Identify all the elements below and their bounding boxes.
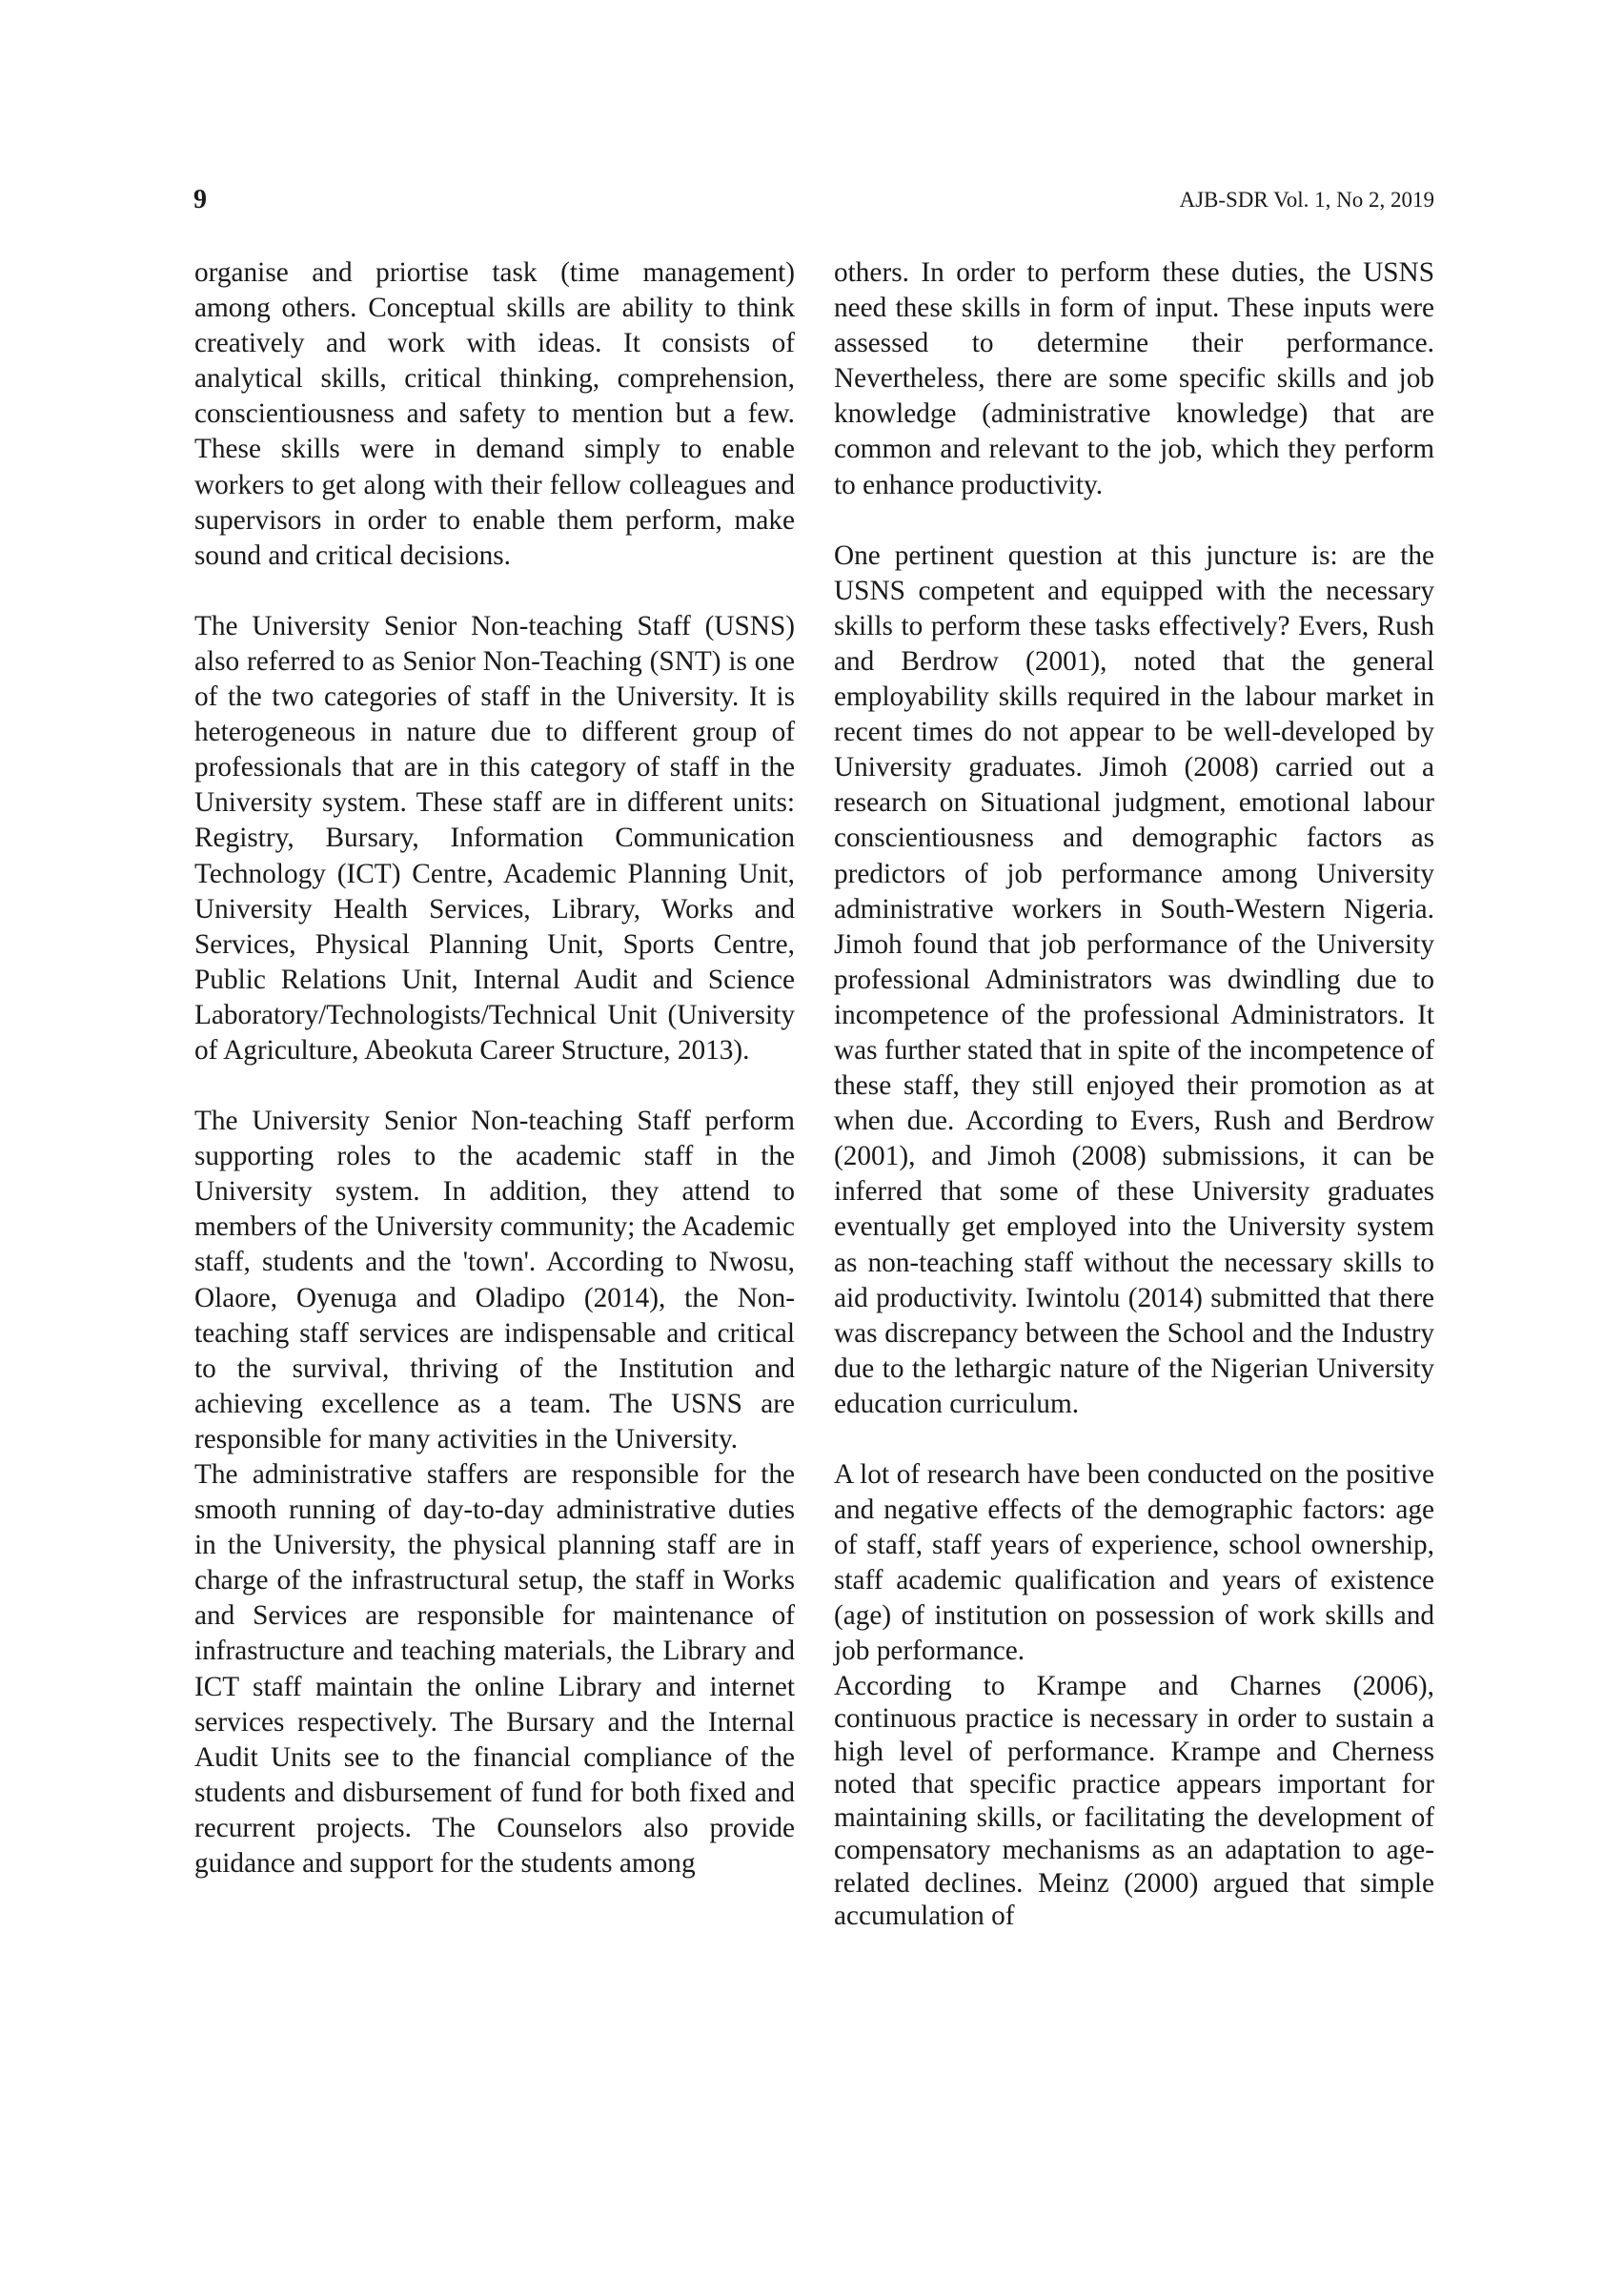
left-paragraph-2: The University Senior Non-teaching Staff (USNS) also referred to as Senior Non-Teaching (SNT) is one of the two categories of staff in the University. It is heterogeneous in nature due to different group of professionals that are in this category of staff in the University system. These staff are in different units: Registry, Bursary, Information Communication Technology (ICT) Centre, Academic Planning Unit, University Health Services, Library, Works and Services, Physical Planning Unit, Sports Centre, Public Relations Unit, Internal Audit and Science Laboratory/Technologists/Technical Unit (University of Agriculture, Abeokuta Career Structure, 2013). (194, 610, 795, 1066)
right-paragraph-4: According to Krampe and Charnes (2006), continuous practice is necessary in order to sustain a high level of performance. Krampe and Cherness noted that specific practice appears important for maintaining skills, or facilitating the development of compensatory mechanisms as an adaptation to age-related declines. Meinz (2000) argued that simple accumulation of (834, 1670, 1434, 1932)
right-column (834, 255, 1434, 1933)
left-paragraph-3: The University Senior Non-teaching Staff perform supporting roles to the academic staff in the University system. In addition, they attend to members of the University community; the Academic staff, students and the 'town'. According to Nwosu, Olaore, Oyenuga and Oladipo (2014), the Non-teaching staff services are indispensable and critical to the survival, thriving of the Institution and achieving excellence as a team. The USNS are responsible for many activities in the University. (194, 1106, 795, 1454)
left-column (194, 255, 795, 1881)
left-paragraph-4: The administrative staffers are responsible for the smooth running of day-to-day administrative duties in the University, the physical planning staff are in charge of the infrastructural setup, the staff in Works and Services are responsible for maintenance of infrastructure and teaching materials, the Library and ICT staff maintain the online Library and internet services respectively. The Bursary and the Internal Audit Units see to the financial compliance of the students and disbursement of fund for both fixed and recurrent projects. The Counselors also provide guidance and support for the students among (194, 1459, 795, 1880)
page-header (193, 181, 1434, 219)
right-paragraph-3: A lot of research have been conducted on the positive and negative effects of the demographic factors: age of staff, staff years of experience, school ownership, staff academic qualification and years of existence (age) of institution on possession of work skills and job performance. (834, 1459, 1434, 1667)
left-paragraph-1: organise and priortise task (time management) among others. Conceptual skills are ability to think creatively and work with ideas. It consists of analytical skills, critical thinking, comprehension, conscientiousness and safety to mention but a few. These skills were in demand simply to enable workers to get along with their fellow colleagues and supervisors in order to enable them perform, make sound and critical decisions. (194, 257, 795, 571)
journal-running-header: AJB-SDR Vol. 1, No 2, 2019 (1179, 188, 1434, 212)
page-number: 9 (193, 185, 207, 214)
right-paragraph-2: One pertinent question at this juncture is: are the USNS competent and equipped with the necessary skills to perform these tasks effectively? Evers, Rush and Berdrow (2001), noted that the general employability skills required in the labour market in recent times do not appear to be well-developed by University graduates. Jimoh (2008) carried out a research on Situational judgment, emotional labour conscientiousness and demographic factors as predictors of job performance among University administrative workers in South-Western Nigeria. Jimoh found that job performance of the University professional Administrators was dwindling due to incompetence of the professional Administrators. It was further stated that in spite of the incompetence of these staff, they still enjoyed their promotion as at when due. According to Evers, Rush and Berdrow (2001), and Jimoh (2008) submissions, it can be inferred that some of these University graduates eventually get employed into the University system as non-teaching staff without the necessary skills to aid productivity. Iwintolu (2014) submitted that there was discrepancy between the School and the Industry due to the lethargic nature of the Nigerian University education curriculum. (834, 539, 1434, 1419)
right-paragraph-1: others. In order to perform these duties, the USNS need these skills in form of input. These inputs were assessed to determine their performance. Nevertheless, there are some specific skills and job knowledge (administrative knowledge) that are common and relevant to the job, which they perform to enhance productivity. (834, 257, 1434, 500)
